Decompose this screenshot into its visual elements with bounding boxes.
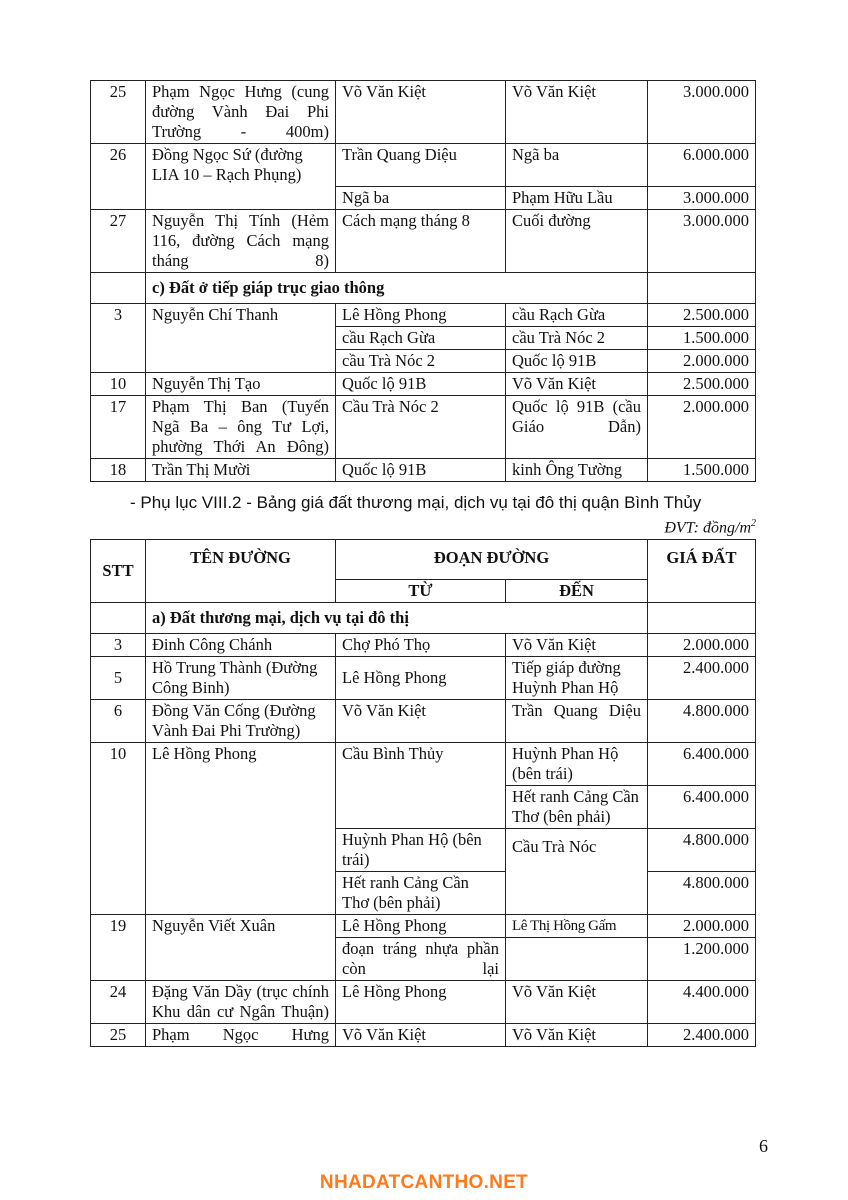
from-cell: Võ Văn Kiệt (336, 700, 506, 743)
from-cell: Cầu Trà Nóc 2 (336, 396, 506, 459)
street-name-cell: Đồng Ngọc Sứ (đường LIA 10 – Rạch Phụng) (146, 144, 336, 210)
to-cell: Võ Văn Kiệt (506, 634, 648, 657)
price-cell: 1.200.000 (648, 938, 756, 981)
street-name-cell: Phạm Thị Ban (Tuyến Ngã Ba – ông Tư Lợi, phường Thới An Đông) (146, 396, 336, 459)
header-to: ĐẾN (506, 580, 648, 603)
to-cell: Lê Thị Hồng Gấm (506, 915, 648, 938)
stt-cell: 24 (91, 981, 146, 1024)
table-row (91, 700, 756, 743)
table-row (91, 396, 756, 459)
price-cell: 2.000.000 (648, 915, 756, 938)
price-cell: 4.800.000 (648, 700, 756, 743)
to-cell: Võ Văn Kiệt (506, 373, 648, 396)
table-row (91, 634, 756, 657)
price-cell: 2.000.000 (648, 396, 756, 459)
to-cell: Quốc lộ 91B (506, 350, 648, 373)
website-watermark: NHADATCANTHO.NET (319, 1172, 529, 1193)
price-cell: 3.000.000 (648, 187, 756, 210)
stt-cell: 25 (91, 1024, 146, 1047)
from-cell: Lê Hồng Phong (336, 981, 506, 1024)
street-name-cell: Phạm Ngọc Hưng (cung đường Vành Đai Phi Trường - 400m) (146, 81, 336, 144)
to-cell: Tiếp giáp đường Huỳnh Phan Hộ (506, 657, 648, 700)
from-cell: Cầu Bình Thủy (336, 743, 506, 829)
price-cell: 2.400.000 (648, 657, 756, 700)
from-cell: Cách mạng tháng 8 (336, 210, 506, 273)
to-cell (506, 938, 648, 981)
to-cell: Võ Văn Kiệt (506, 1024, 648, 1047)
page-number: 6 (759, 1136, 768, 1156)
stt-cell: 3 (91, 634, 146, 657)
to-cell: Quốc lộ 91B (cầu Giáo Dẫn) (506, 396, 648, 459)
commercial-land-price-table (90, 539, 756, 1047)
unit-label (664, 518, 756, 537)
from-cell: Huỳnh Phan Hộ (bên trái) (336, 829, 506, 872)
from-cell: Lê Hồng Phong (336, 915, 506, 938)
table-row (91, 273, 756, 304)
land-price-table-continued (90, 80, 756, 482)
from-cell: Ngã ba (336, 187, 506, 210)
street-name-cell: Đặng Văn Dầy (trục chính Khu dân cư Ngân Thuận) (146, 981, 336, 1024)
header-segment: ĐOẠN ĐƯỜNG (336, 540, 648, 580)
table-row (91, 1024, 756, 1047)
price-cell: 4.800.000 (648, 872, 756, 915)
to-cell: Huỳnh Phan Hộ (bên trái) (506, 743, 648, 786)
to-cell: cầu Trà Nóc 2 (506, 327, 648, 350)
stt-cell: 27 (91, 210, 146, 273)
from-cell: cầu Trà Nóc 2 (336, 350, 506, 373)
to-cell: cầu Rạch Gừa (506, 304, 648, 327)
from-cell: Võ Văn Kiệt (336, 81, 506, 144)
from-cell: Lê Hồng Phong (336, 304, 506, 327)
from-cell: Hết ranh Cảng Cần Thơ (bên phải) (336, 872, 506, 915)
to-cell: Cầu Trà Nóc (506, 829, 648, 915)
header-stt: STT (91, 540, 146, 603)
from-cell: Trần Quang Diệu (336, 144, 506, 187)
street-name-cell: Nguyễn Thị Tính (Hẻm 116, đường Cách mạng tháng 8) (146, 210, 336, 273)
to-cell: Phạm Hữu Lầu (506, 187, 648, 210)
price-cell: 3.000.000 (648, 81, 756, 144)
price-cell (648, 603, 756, 634)
table-row (91, 603, 756, 634)
street-name-cell: Trần Thị Mười (146, 459, 336, 482)
stt-cell: 19 (91, 915, 146, 981)
header-price: GIÁ ĐẤT (648, 540, 756, 603)
price-cell: 2.500.000 (648, 304, 756, 327)
stt-cell (91, 273, 146, 304)
header-street-name: TÊN ĐƯỜNG (146, 540, 336, 603)
street-name-cell: Đồng Văn Cống (Đường Vành Đai Phi Trường) (146, 700, 336, 743)
stt-cell: 3 (91, 304, 146, 373)
table-row (91, 373, 756, 396)
price-cell: 3.000.000 (648, 210, 756, 273)
price-cell: 2.000.000 (648, 350, 756, 373)
to-cell: Hết ranh Cảng Cần Thơ (bên phải) (506, 786, 648, 829)
table-row (91, 81, 756, 144)
street-name-cell: Đinh Công Chánh (146, 634, 336, 657)
price-cell: 2.500.000 (648, 373, 756, 396)
price-cell: 4.400.000 (648, 981, 756, 1024)
stt-cell: 17 (91, 396, 146, 459)
to-cell: Võ Văn Kiệt (506, 81, 648, 144)
from-cell: đoạn tráng nhựa phần còn lại (336, 938, 506, 981)
from-cell: Quốc lộ 91B (336, 373, 506, 396)
price-cell: 1.500.000 (648, 327, 756, 350)
table-row (91, 915, 756, 938)
from-cell: Lê Hồng Phong (336, 657, 506, 700)
stt-cell: 6 (91, 700, 146, 743)
price-cell: 4.800.000 (648, 829, 756, 872)
from-cell: Võ Văn Kiệt (336, 1024, 506, 1047)
table-row (91, 657, 756, 700)
price-cell: 1.500.000 (648, 459, 756, 482)
from-cell: cầu Rạch Gừa (336, 327, 506, 350)
to-cell: Ngã ba (506, 144, 648, 187)
price-cell: 2.400.000 (648, 1024, 756, 1047)
price-cell: 6.400.000 (648, 743, 756, 786)
stt-cell: 10 (91, 743, 146, 915)
header-row (91, 540, 756, 580)
stt-cell: 26 (91, 144, 146, 210)
price-cell: 6.400.000 (648, 786, 756, 829)
to-cell: kinh Ông Tường (506, 459, 648, 482)
street-name-cell: Lê Hồng Phong (146, 743, 336, 915)
price-cell (648, 273, 756, 304)
to-cell: Trần Quang Diệu (506, 700, 648, 743)
to-cell: Võ Văn Kiệt (506, 981, 648, 1024)
stt-cell (91, 603, 146, 634)
table-row (91, 304, 756, 327)
price-cell: 6.000.000 (648, 144, 756, 187)
from-cell: Quốc lộ 91B (336, 459, 506, 482)
street-name-cell: Nguyễn Chí Thanh (146, 304, 336, 373)
street-name-cell: Nguyễn Viết Xuân (146, 915, 336, 981)
price-cell: 2.000.000 (648, 634, 756, 657)
street-name-cell: Phạm Ngọc Hưng (146, 1024, 336, 1047)
appendix-caption: - Phụ lục VIII.2 - Bảng giá đất thương mại, dịch vụ tại đô thị quận Bình Thủy (130, 493, 702, 512)
from-cell: Chợ Phó Thọ (336, 634, 506, 657)
table-row (91, 743, 756, 786)
stt-cell: 5 (91, 657, 146, 700)
table-row (91, 459, 756, 482)
header-from: TỪ (336, 580, 506, 603)
stt-cell: 25 (91, 81, 146, 144)
unit-text: ĐVT: đồng/m (664, 519, 751, 537)
table-row (91, 144, 756, 187)
street-name-cell: Nguyễn Thị Tạo (146, 373, 336, 396)
to-cell: Cuối đường (506, 210, 648, 273)
table-row (91, 210, 756, 273)
stt-cell: 18 (91, 459, 146, 482)
stt-cell: 10 (91, 373, 146, 396)
section-heading: a) Đất thương mại, dịch vụ tại đô thị (146, 603, 648, 634)
table-row (91, 981, 756, 1024)
unit-superscript: 2 (751, 518, 756, 529)
section-heading: c) Đất ở tiếp giáp trục giao thông (146, 273, 648, 304)
street-name-cell: Hồ Trung Thành (Đường Công Binh) (146, 657, 336, 700)
